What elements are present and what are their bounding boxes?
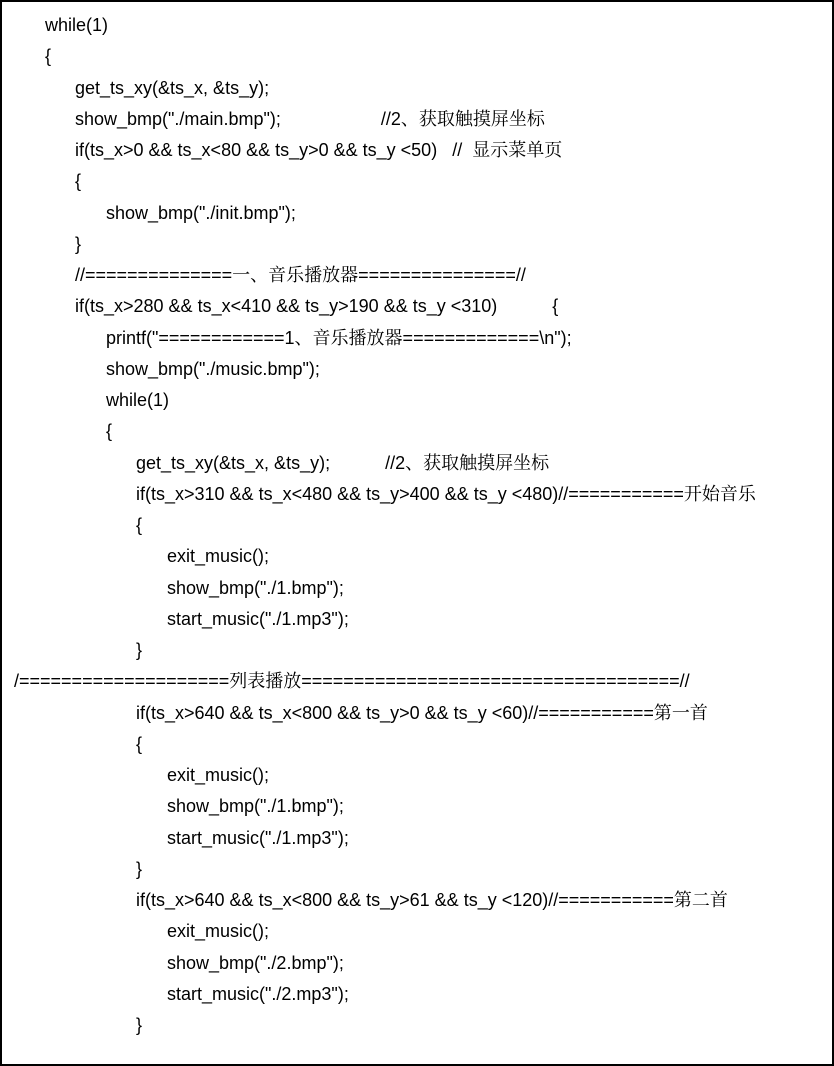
code-line: if(ts_x>640 && ts_x<800 && ts_y>61 && ts_y <120)//===========第二首: [136, 890, 728, 910]
code-line: /====================列表播放====================================//: [14, 671, 690, 692]
code-line: start_music("./1.mp3");: [167, 608, 349, 629]
code-line: if(ts_x>0 && ts_x<80 && ts_y>0 && ts_y <50) // 显示菜单页: [75, 140, 563, 160]
code-line: if(ts_x>280 && ts_x<410 && ts_y>190 && ts_y <310) {: [75, 296, 559, 317]
code-line: }: [75, 233, 82, 254]
code-line: get_ts_xy(&ts_x, &ts_y); //2、获取触摸屏坐标: [136, 452, 550, 473]
code-line: if(ts_x>640 && ts_x<800 && ts_y>0 && ts_y <60)//===========第一首: [136, 702, 708, 723]
code-line: start_music("./1.mp3");: [167, 827, 349, 848]
code-line: }: [136, 858, 143, 879]
code-line: show_bmp("./main.bmp"); //2、获取触摸屏坐标: [75, 108, 545, 129]
code-line: {: [106, 421, 113, 442]
code-line: exit_music();: [167, 921, 270, 942]
code-line: exit_music();: [167, 765, 270, 785]
code-line: {: [136, 515, 143, 535]
code-line: printf("============1、音乐播放器=============\n");: [106, 327, 572, 348]
code-line: {: [45, 46, 52, 67]
code-line: show_bmp("./init.bmp");: [106, 202, 296, 223]
code-line: //==============一、音乐播放器===============//: [75, 265, 526, 285]
code-line: }: [136, 1015, 143, 1035]
code-line: show_bmp("./1.bmp");: [167, 796, 344, 817]
code-line: show_bmp("./music.bmp");: [106, 358, 320, 379]
code-line: if(ts_x>310 && ts_x<480 && ts_y>400 && ts_y <480)//===========开始音乐: [136, 483, 756, 504]
code-line: get_ts_xy(&ts_x, &ts_y);: [75, 77, 270, 98]
code-line: start_music("./2.mp3");: [167, 983, 349, 1004]
code-line: }: [136, 640, 143, 660]
code-line: {: [75, 171, 82, 192]
code-line: {: [136, 733, 143, 754]
code-line: show_bmp("./2.bmp");: [167, 952, 344, 973]
code-line: while(1): [45, 15, 109, 35]
code-line: while(1): [106, 390, 170, 410]
code-line: exit_music();: [167, 546, 270, 567]
code-line: show_bmp("./1.bmp");: [167, 577, 344, 598]
